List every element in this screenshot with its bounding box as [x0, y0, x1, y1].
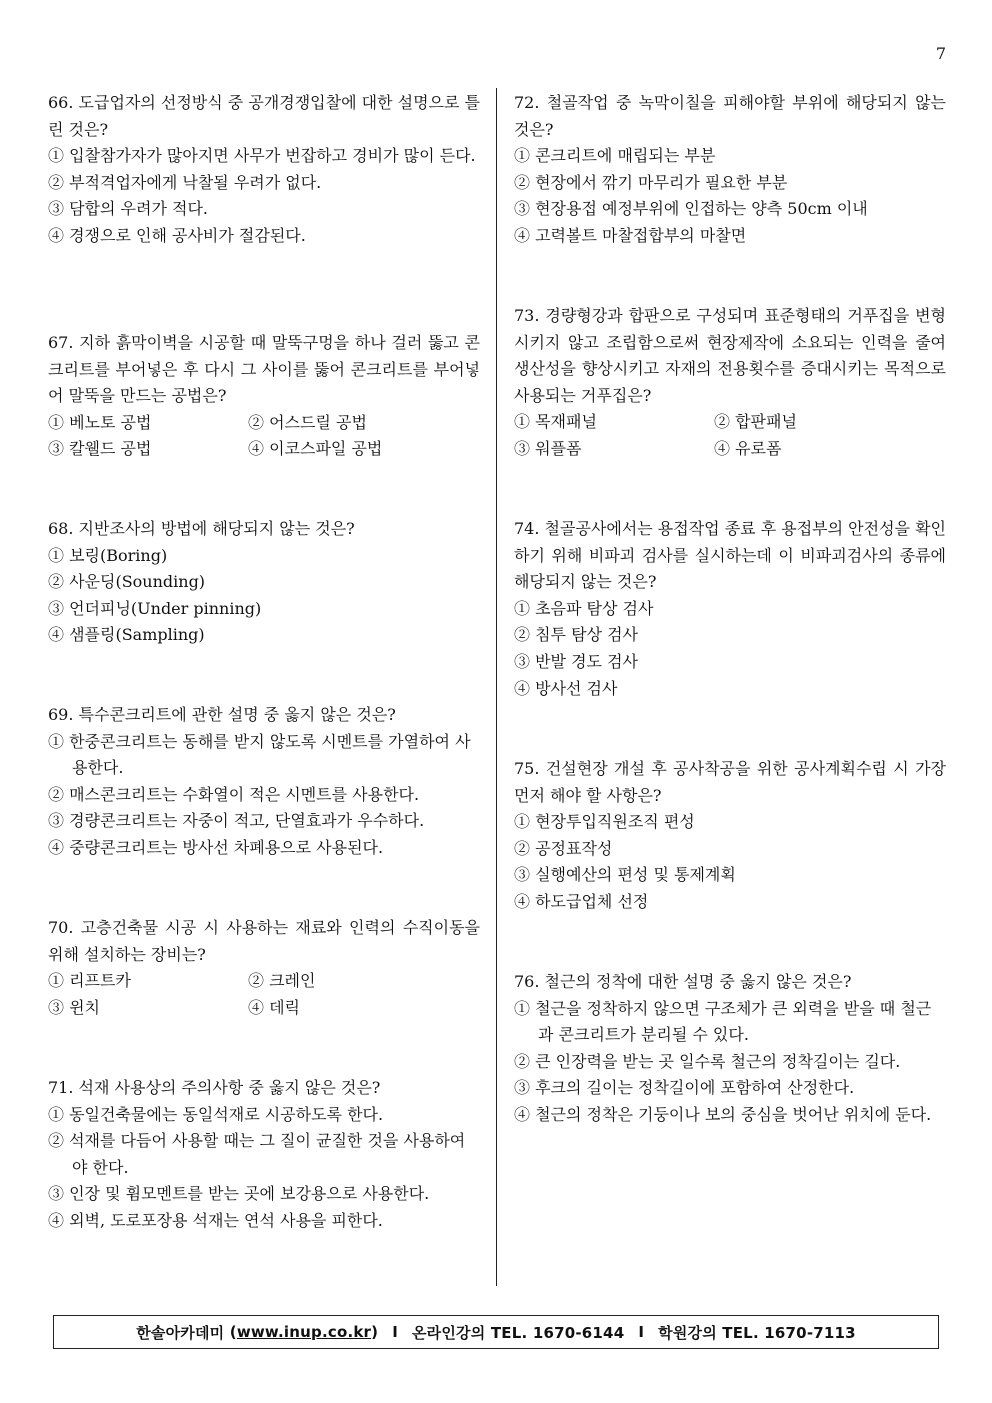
option-3: ③ 워플폼	[514, 438, 582, 458]
option-2: ② 매스콘크리트는 수화열이 적은 시멘트를 사용한다.	[48, 784, 420, 804]
option-4: ④ 샘플링(Sampling)	[48, 625, 205, 645]
option-4: ④ 경쟁으로 인해 공사비가 절감된다.	[48, 225, 306, 245]
question-72	[514, 90, 946, 250]
question-stem: 70. 고층건축물 시공 시 사용하는 재료와 인력의 수직이동을 위해 설치하는 장비는?	[48, 918, 480, 964]
question-75	[514, 756, 946, 916]
option-1: ① 목재패널	[514, 412, 597, 432]
question-76	[514, 969, 946, 1129]
question-stem: 68. 지반조사의 방법에 해당되지 않는 것은?	[48, 519, 355, 538]
option-4: ④ 철근의 정착은 기둥이나 보의 중심을 벗어난 위치에 둔다.	[514, 1104, 932, 1124]
option-3: ③ 칼웰드 공법	[48, 439, 152, 459]
question-stem: 67. 지하 흙막이벽을 시공할 때 말뚝구멍을 하나 걸러 뚫고 콘크리트를 부어넣은 후 다시 그 사이를 뚫어 콘크리트를 부어넣어 말뚝을 만드는 공법은?	[48, 333, 480, 406]
option-2: ② 부적격업자에게 낙찰될 우려가 없다.	[48, 172, 322, 192]
option-2: ② 현장에서 깎기 마무리가 필요한 부분	[514, 172, 788, 192]
online-phone: 온라인강의 TEL. 1670-6144	[411, 1323, 625, 1342]
option-4: ④ 유로폼	[714, 438, 782, 458]
question-stem: 76. 철근의 정착에 대한 설명 중 옳지 않은 것은?	[514, 972, 852, 991]
question-stem: 71. 석재 사용상의 주의사항 중 옳지 않은 것은?	[48, 1078, 381, 1097]
option-2: ② 크레인	[248, 971, 316, 991]
option-3: ③ 실행예산의 편성 및 통제계획	[514, 865, 736, 885]
option-1: ① 동일건축물에는 동일석재로 시공하도록 한다.	[48, 1104, 384, 1124]
column-divider	[496, 88, 497, 1286]
option-2: ② 침투 탐상 검사	[514, 625, 638, 645]
option-4: ④ 이코스파일 공법	[248, 439, 383, 459]
question-stem: 72. 철골작업 중 녹막이칠을 피해야할 부위에 해당되지 않는 것은?	[514, 93, 946, 139]
option-4: ④ 중량콘크리트는 방사선 차폐용으로 사용된다.	[48, 837, 384, 857]
option-2: ② 큰 인장력을 받는 곳 일수록 철근의 정착길이는 길다.	[514, 1051, 901, 1071]
option-1: ① 콘크리트에 매립되는 부분	[514, 146, 716, 166]
option-4: ④ 하도급업체 선정	[514, 891, 649, 911]
academy-name: 한솔아카데미	[136, 1323, 225, 1342]
option-2: ② 합판패널	[714, 412, 797, 432]
option-2: ② 석재를 다듬어 사용할 때는 그 질이 균질한 것을 사용하여야 한다.	[48, 1131, 466, 1177]
question-stem: 73. 경량형강과 합판으로 구성되며 표준형태의 거푸집을 변형시키지 않고 조립함으로써 현장제작에 소요되는 인력을 줄여 생산성을 향상시키고 자재의 전용횟수를 증대시키는 목적으로 사용되는 거푸집은?	[514, 306, 946, 405]
option-4: ④ 외벽, 도로포장용 석재는 연석 사용을 피한다.	[48, 1210, 383, 1230]
option-2: ② 사운딩(Sounding)	[48, 572, 206, 592]
option-1: ① 입찰참가자가 많아지면 사무가 번잡하고 경비가 많이 든다.	[48, 146, 476, 166]
option-3: ③ 후크의 길이는 정착길이에 포함하여 산정한다.	[514, 1078, 855, 1098]
website-link[interactable]: www.inup.co.kr	[236, 1323, 372, 1341]
option-3: ③ 언더피닝(Under pinning)	[48, 598, 262, 618]
question-stem: 74. 철골공사에서는 용접작업 종료 후 용접부의 안전성을 확인하기 위해 비파괴 검사를 실시하는데 이 비파괴검사의 종류에 해당되지 않는 것은?	[514, 519, 946, 592]
question-67	[48, 330, 480, 463]
separator: I	[392, 1323, 398, 1341]
question-74	[514, 516, 946, 702]
option-1: ① 한중콘크리트는 동해를 받지 않도록 시멘트를 가열하여 사용한다.	[48, 731, 471, 778]
option-4: ④ 데릭	[248, 997, 300, 1017]
option-3: ③ 인장 및 휨모멘트를 받는 곳에 보강용으로 사용한다.	[48, 1184, 430, 1204]
option-1: ① 초음파 탐상 검사	[514, 598, 654, 618]
option-2: ② 공정표작성	[514, 838, 613, 858]
question-70	[48, 915, 480, 1021]
footer-contact-box	[53, 1315, 939, 1349]
option-1: ① 철근을 정착하지 않으면 구조체가 큰 외력을 받을 때 철근과 콘크리트가 분리될 수 있다.	[514, 998, 932, 1045]
option-3: ③ 현장용접 예정부위에 인접하는 양측 50cm 이내	[514, 199, 868, 219]
option-3: ③ 반발 경도 검사	[514, 651, 638, 671]
option-1: ① 베노토 공법	[48, 412, 152, 432]
question-stem: 66. 도급업자의 선정방식 중 공개경쟁입찰에 대한 설명으로 틀린 것은?	[48, 93, 480, 139]
option-1: ① 보링(Boring)	[48, 545, 168, 565]
offline-phone: 학원강의 TEL. 1670-7113	[658, 1323, 856, 1342]
separator: I	[638, 1323, 645, 1341]
options-grid	[514, 409, 946, 462]
option-1: ① 현장투입직원조직 편성	[514, 812, 695, 832]
question-68	[48, 516, 480, 649]
option-3: ③ 윈치	[48, 997, 100, 1017]
question-73	[514, 303, 946, 463]
option-4: ④ 고력볼트 마찰접합부의 마찰면	[514, 225, 747, 245]
page-number: 7	[935, 44, 946, 63]
question-stem: 75. 건설현장 개설 후 공사착공을 위한 공사계획수립 시 가장 먼저 해야 할 사항은?	[514, 759, 946, 805]
options-grid	[48, 410, 480, 463]
options-grid	[48, 968, 480, 1021]
question-stem: 69. 특수콘크리트에 관한 설명 중 옳지 않은 것은?	[48, 705, 396, 724]
question-66	[48, 90, 480, 250]
question-71	[48, 1075, 480, 1235]
option-2: ② 어스드릴 공법	[248, 412, 367, 432]
paren-close: )	[371, 1323, 379, 1341]
option-1: ① 리프트카	[48, 971, 131, 991]
option-3: ③ 담합의 우려가 적다.	[48, 199, 208, 219]
option-3: ③ 경량콘크리트는 자중이 적고, 단열효과가 우수하다.	[48, 811, 425, 831]
paren-open: (	[224, 1323, 237, 1341]
option-4: ④ 방사선 검사	[514, 678, 618, 698]
question-69	[48, 702, 480, 862]
